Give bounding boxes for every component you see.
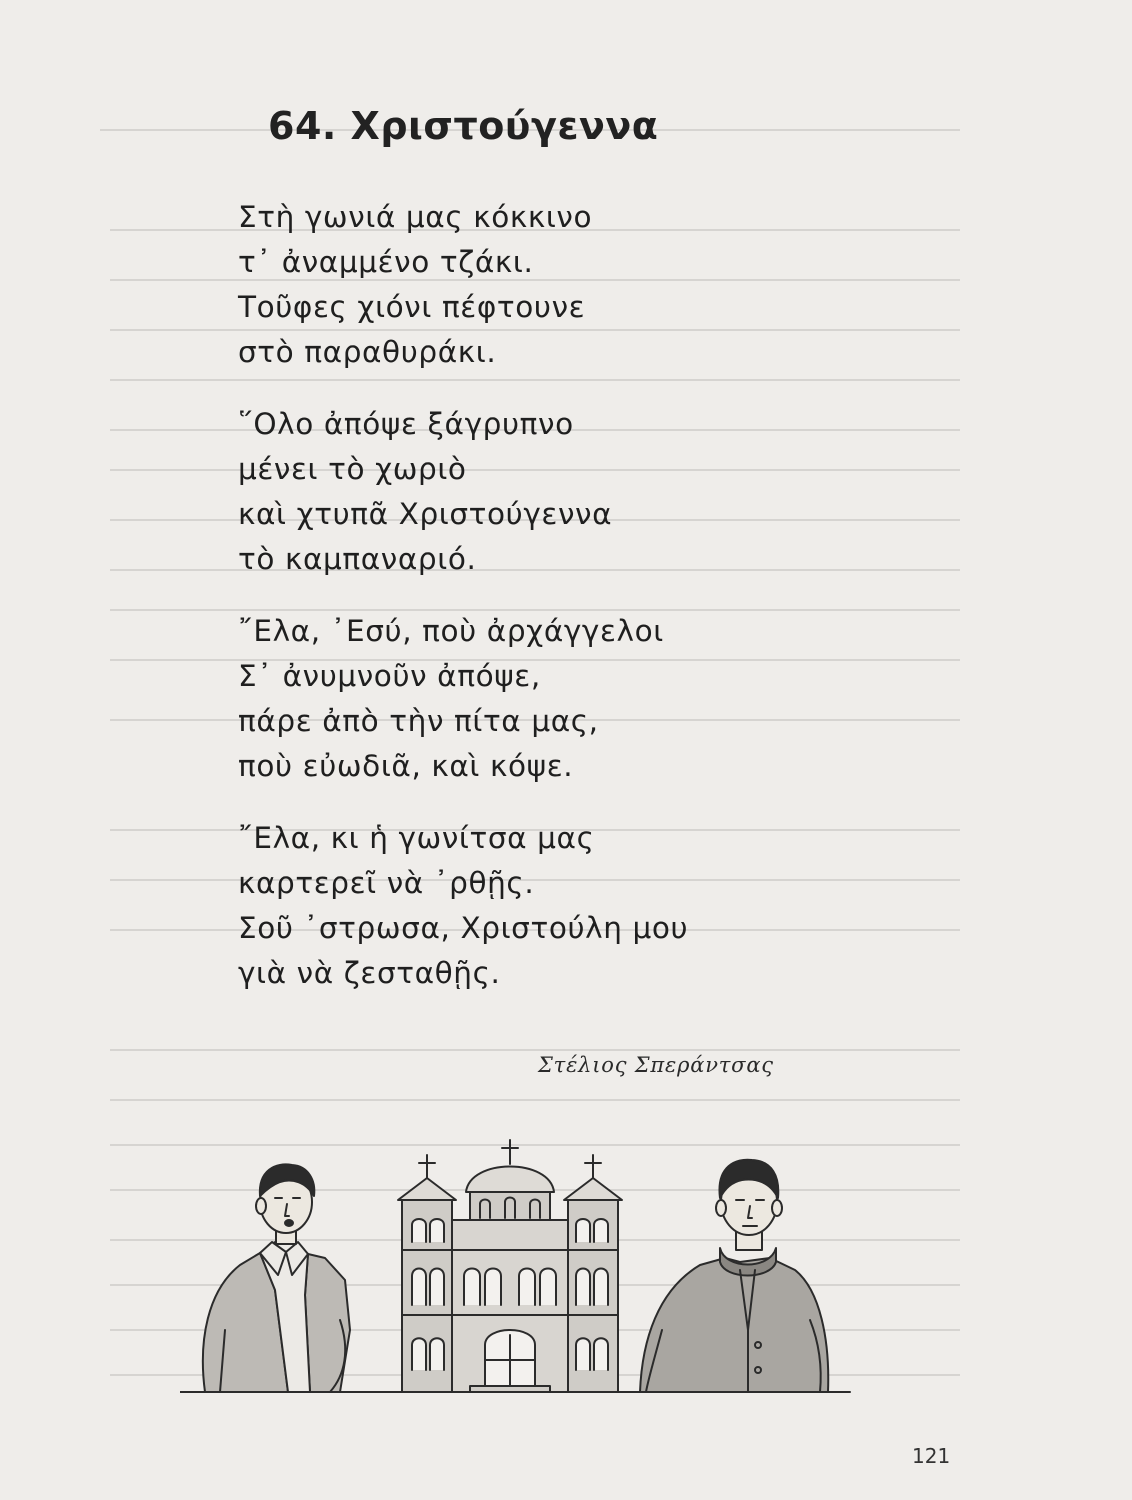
poem-stanza	[238, 816, 858, 996]
poem-author: Στέλιος Σπεράντσας	[538, 1053, 774, 1077]
poem-line: ῞Ολο ἀπόψε ξάγρυπνο	[238, 407, 574, 441]
church-and-boys-illustration	[180, 1130, 860, 1400]
poem-line: τ᾽ ἀναμμένο τζάκι.	[238, 245, 534, 279]
poem-stanza	[238, 402, 858, 582]
poem-body	[238, 195, 858, 1023]
poem-line: στὸ παραθυράκι.	[238, 335, 497, 369]
poem-line: μένει τὸ χωριὸ	[238, 452, 467, 486]
poem-line: ῎Ελα, κι ἡ γωνίτσα μας	[238, 821, 595, 855]
poem-title: 64. Χριστούγεννα	[268, 104, 659, 148]
poem-line: ποὺ εὐωδιᾶ, καὶ κόψε.	[238, 749, 574, 783]
poem-stanza	[238, 195, 858, 375]
poem-line: Στὴ γωνιά μας κόκκινο	[238, 200, 593, 234]
poem-line: γιὰ νὰ ζεσταθῇς.	[238, 956, 501, 990]
poem-line: πάρε ἀπὸ τὴν πίτα μας,	[238, 704, 599, 738]
page-number: 121	[912, 1444, 951, 1468]
poem-line: καρτερεῖ νὰ ᾽ρθῇς.	[238, 866, 535, 900]
church-building	[398, 1140, 622, 1392]
poem-line: Σ᾽ ἀνυμνοῦν ἀπόψε,	[238, 659, 541, 693]
right-boy-figure	[640, 1160, 828, 1392]
left-boy-figure	[203, 1164, 350, 1392]
poem-line: Τοῦφες χιόνι πέφτουνε	[238, 290, 586, 324]
poem-line: Σοῦ ᾽στρωσα, Χριστούλη μου	[238, 911, 689, 945]
poem-line: καὶ χτυπᾶ Χριστούγεννα	[238, 497, 613, 531]
poem-stanza	[238, 609, 858, 789]
poem-line: ῎Ελα, ᾽Εσύ, ποὺ ἀρχάγγελοι	[238, 614, 664, 648]
poem-line: τὸ καμπαναριό.	[238, 542, 477, 576]
